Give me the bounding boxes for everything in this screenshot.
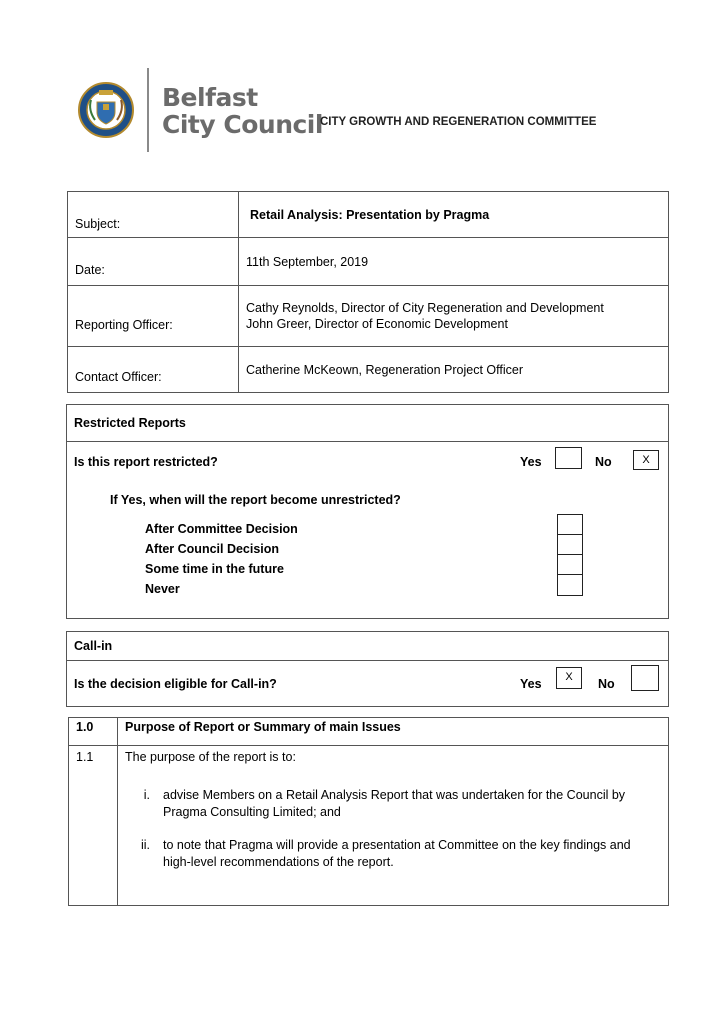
list-item-text: Pragma Consulting Limited; and (163, 805, 341, 819)
option-label: After Committee Decision (145, 522, 298, 536)
committee-title: CITY GROWTH AND REGENERATION COMMITTEE (320, 116, 597, 128)
details-row-divider (67, 285, 669, 286)
date-value: 11th September, 2019 (246, 255, 369, 269)
call-in-header-divider (66, 660, 669, 661)
option-label: Some time in the future (145, 562, 284, 576)
option-label: Never (145, 582, 180, 596)
list-item-marker: ii. (140, 838, 150, 852)
section-number: 1.0 (76, 720, 94, 734)
option-checkbox[interactable] (557, 534, 583, 555)
option-checkbox[interactable] (557, 554, 583, 575)
list-item-text: high-level recommendations of the report. (163, 855, 394, 869)
list-item-text: to note that Pragma will provide a presentation at Committee on the key findings and (163, 838, 631, 852)
logo-text-line2: City Council (162, 110, 323, 139)
option-checkbox[interactable] (557, 514, 583, 535)
contact-officer-value: Catherine McKeown, Regeneration Project Officer (246, 363, 523, 377)
reporting-officer-value-2: John Greer, Director of Economic Development (246, 317, 508, 331)
purpose-intro: The purpose of the report is to: (125, 750, 296, 764)
call-in-yes-checkbox[interactable]: X (556, 667, 582, 689)
call-in-heading: Call-in (74, 639, 113, 653)
purpose-header-divider (68, 745, 669, 746)
list-item-marker: i. (143, 788, 150, 802)
reporting-officer-value-1: Cathy Reynolds, Director of City Regeneration and Development (246, 301, 604, 315)
call-in-question: Is the decision eligible for Call-in? (74, 677, 277, 691)
restricted-no-checkbox[interactable]: X (633, 450, 659, 470)
list-item-text: advise Members on a Retail Analysis Report that was undertaken for the Council by (163, 788, 626, 802)
logo-text-line1: Belfast (162, 83, 258, 112)
restricted-followup: If Yes, when will the report become unrestricted? (110, 493, 401, 507)
call-in-no-label: No (598, 677, 615, 691)
council-crest (77, 80, 135, 140)
call-in-no-checkbox[interactable] (631, 665, 659, 691)
option-label: After Council Decision (145, 542, 280, 556)
details-row-divider (67, 237, 669, 238)
restricted-yes-checkbox[interactable] (555, 447, 582, 469)
contact-officer-label: Contact Officer: (75, 370, 162, 384)
restricted-heading: Restricted Reports (74, 416, 186, 430)
option-checkbox[interactable] (557, 574, 583, 596)
subject-label: Subject: (75, 217, 121, 231)
date-label: Date: (75, 263, 105, 277)
restricted-header-divider (66, 441, 669, 442)
details-column-divider (238, 191, 239, 393)
restricted-no-label: No (595, 455, 612, 469)
restricted-question: Is this report restricted? (74, 455, 218, 469)
crest-icon (77, 80, 135, 140)
restricted-yes-label: Yes (520, 455, 542, 469)
call-in-yes-label: Yes (520, 677, 542, 691)
section-heading: Purpose of Report or Summary of main Issues (125, 720, 401, 734)
reporting-officer-label: Reporting Officer: (75, 318, 173, 332)
subsection-number: 1.1 (76, 750, 94, 764)
subject-value: Retail Analysis: Presentation by Pragma (250, 208, 490, 222)
details-row-divider (67, 346, 669, 347)
logo-divider (147, 68, 149, 152)
